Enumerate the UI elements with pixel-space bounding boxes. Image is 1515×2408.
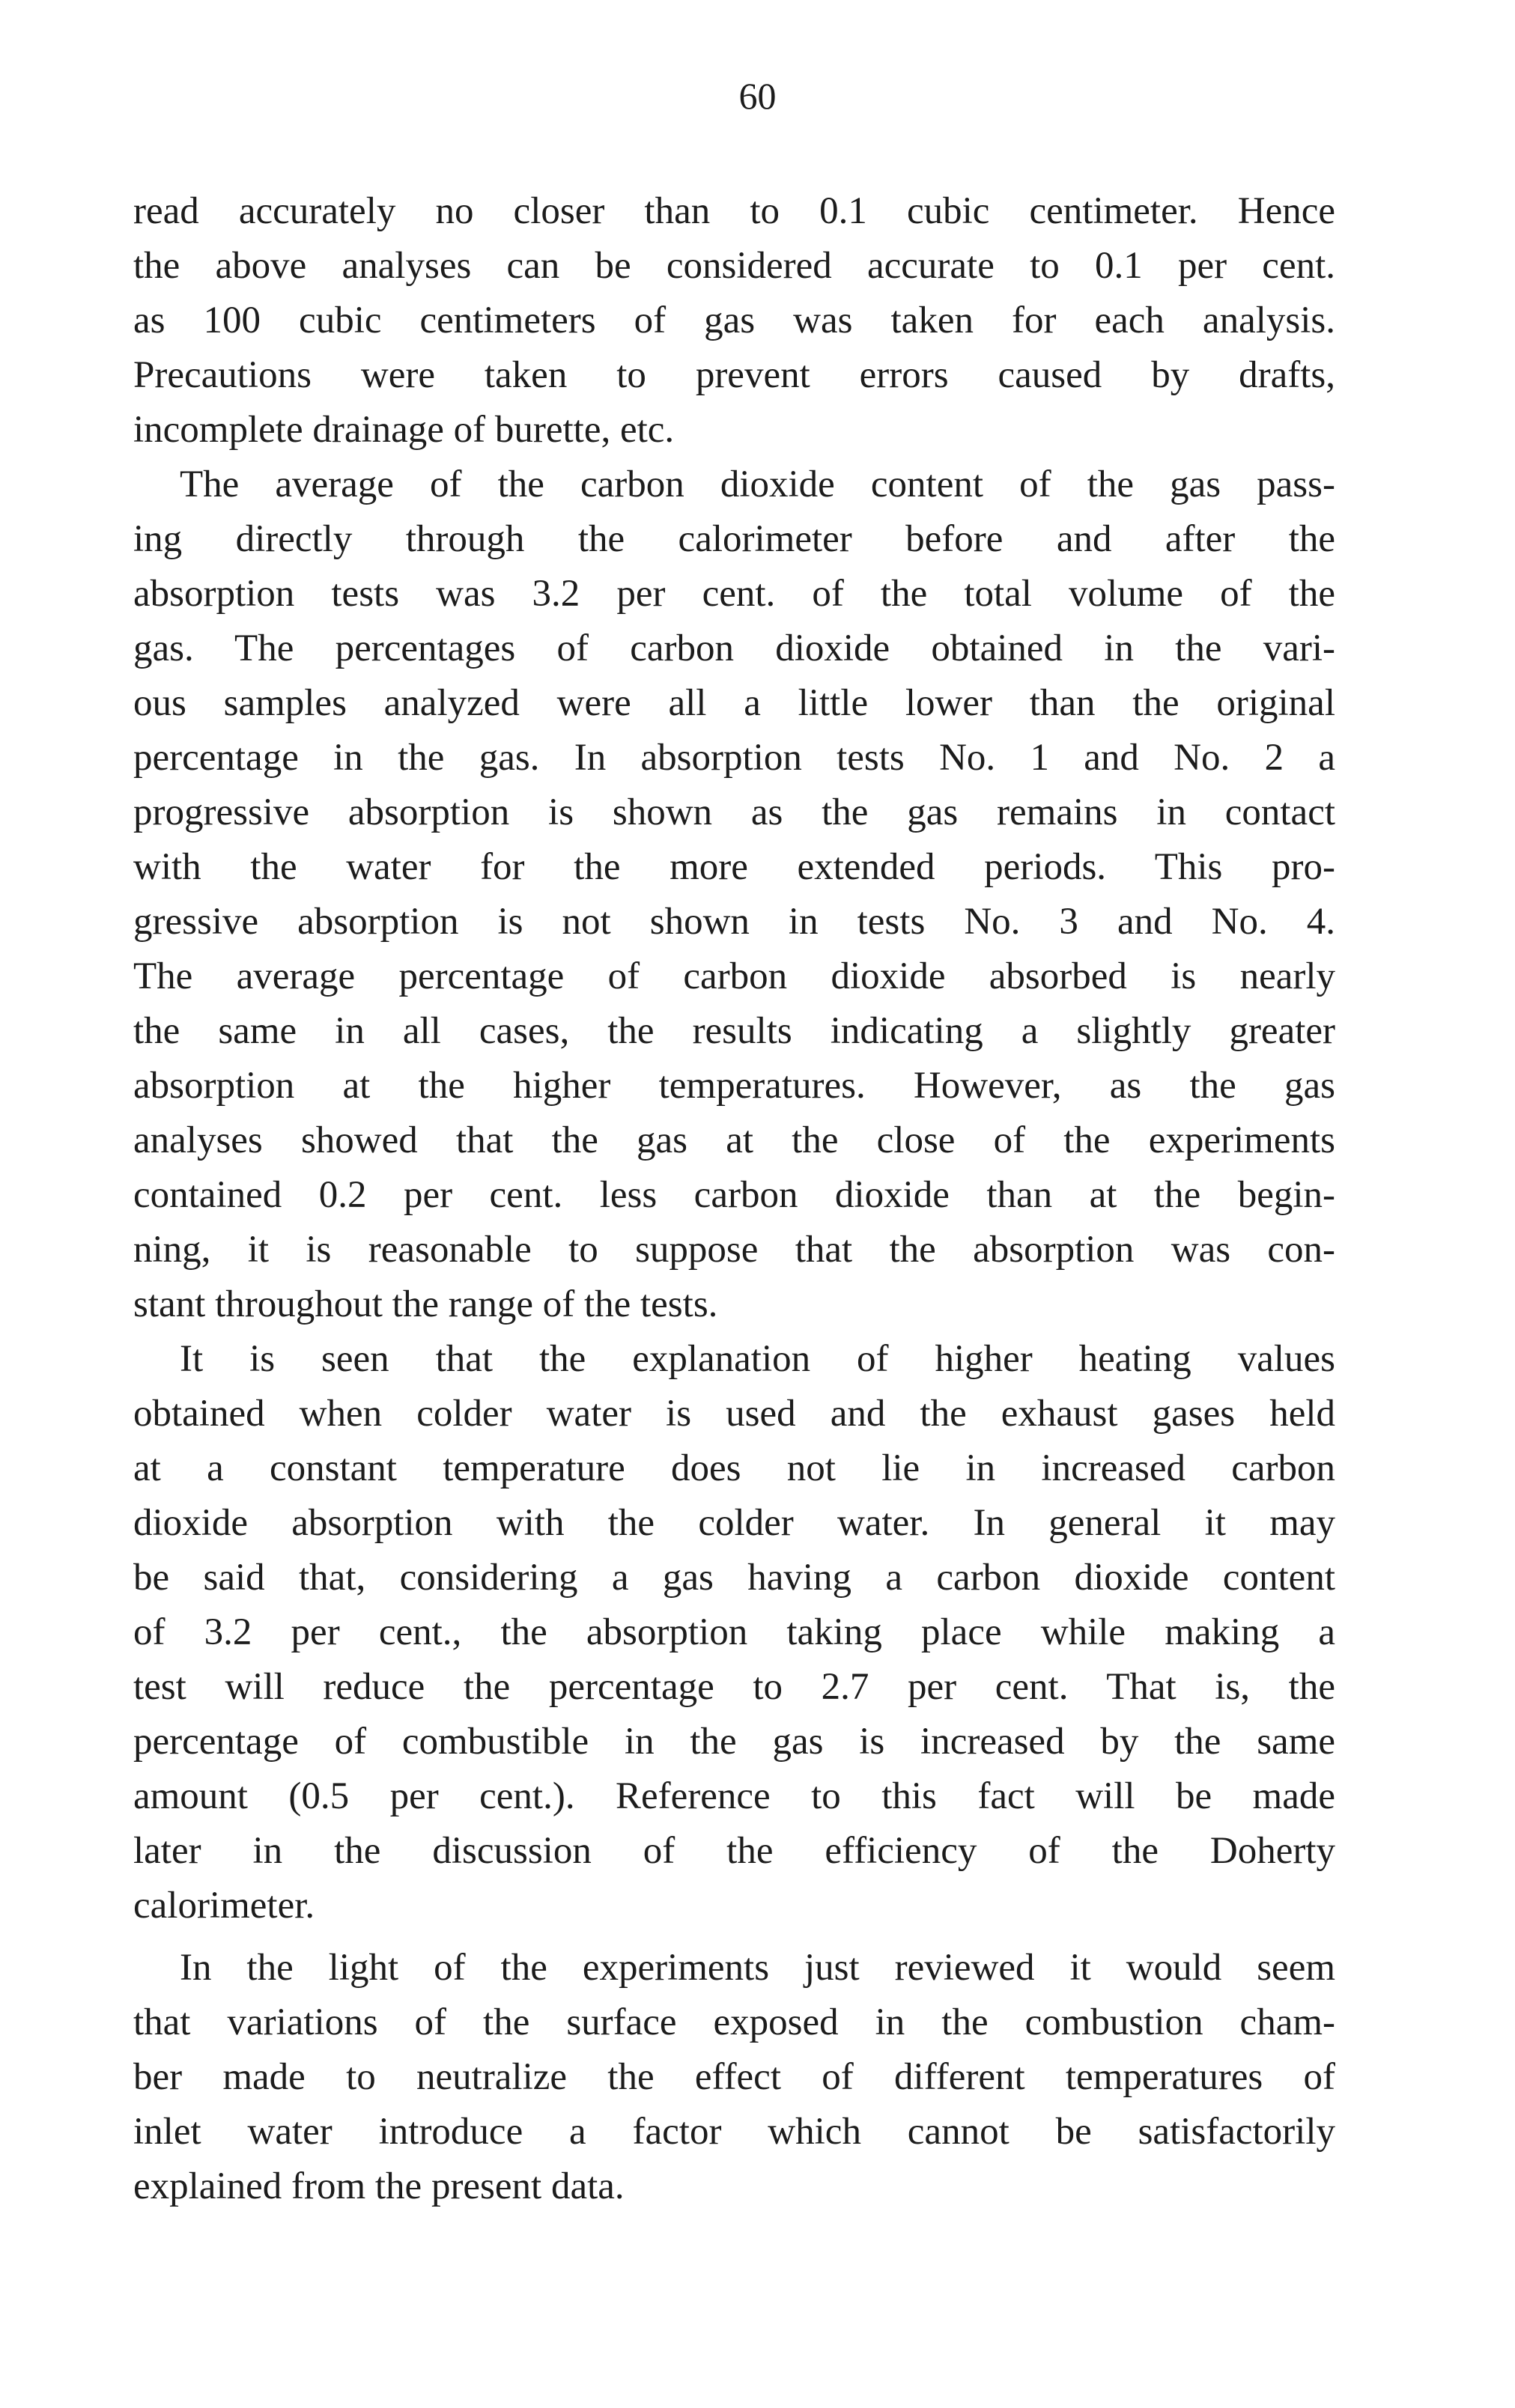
text-line: progressive absorption is shown as the gas remains in contact <box>133 791 1335 833</box>
text-line: the same in all cases, the results indicating a slightly greater <box>133 1010 1335 1052</box>
text-line: percentage in the gas. In absorption tests No. 1 and No. 2 a <box>133 737 1335 779</box>
text-line: ous samples analyzed were all a little lower than the original <box>133 682 1335 724</box>
text-line: absorption at the higher temperatures. However, as the gas <box>133 1065 1335 1107</box>
text-line: obtained when colder water is used and the exhaust gases held <box>133 1393 1335 1435</box>
text-line: dioxide absorption with the colder water. In general it may <box>133 1502 1335 1544</box>
page-number: 60 <box>738 75 777 117</box>
text-line: later in the discussion of the efficiency of the Doherty <box>133 1830 1335 1872</box>
text-line: gas. The percentages of carbon dioxide obtained in the vari- <box>133 627 1335 669</box>
body-text <box>133 184 1335 2214</box>
text-line: Precautions were taken to prevent errors caused by drafts, <box>133 354 1335 396</box>
text-line: be said that, considering a gas having a carbon dioxide content <box>133 1557 1335 1599</box>
text-line: test will reduce the percentage to 2.7 per cent. That is, the <box>133 1666 1335 1708</box>
text-line: gressive absorption is not shown in tests No. 3 and No. 4. <box>133 901 1335 943</box>
text-line: the above analyses can be considered accurate to 0.1 per cent. <box>133 245 1335 287</box>
text-line: that variations of the surface exposed in the combustion cham- <box>133 2001 1335 2043</box>
text-line: explained from the present data. <box>133 2165 625 2207</box>
text-line: ning, it is reasonable to suppose that the absorption was con- <box>133 1229 1335 1271</box>
text-line: stant throughout the range of the tests. <box>133 1283 718 1325</box>
text-line: at a constant temperature does not lie in increased carbon <box>133 1447 1335 1489</box>
text-line: analyses showed that the gas at the close of the experiments <box>133 1119 1335 1161</box>
paragraph-1 <box>133 184 1335 457</box>
text-line: of 3.2 per cent., the absorption taking place while making a <box>133 1611 1335 1653</box>
paragraph-2 <box>133 457 1335 1332</box>
text-line: ber made to neutralize the effect of different temperatures of <box>133 2056 1335 2098</box>
text-line: as 100 cubic centimeters of gas was taken for each analysis. <box>133 300 1335 341</box>
text-line: amount (0.5 per cent.). Reference to this fact will be made <box>133 1775 1335 1817</box>
text-line: ing directly through the calorimeter before and after the <box>133 518 1335 560</box>
text-line: calorimeter. <box>133 1885 315 1927</box>
text-line: percentage of combustible in the gas is increased by the same <box>133 1721 1335 1763</box>
text-line: incomplete drainage of burette, etc. <box>133 409 675 451</box>
text-line: read accurately no closer than to 0.1 cubic centimeter. Hence <box>133 190 1335 232</box>
text-line: The average of the carbon dioxide content of the gas pass- <box>180 463 1335 505</box>
text-line: with the water for the more extended periods. This pro- <box>133 846 1335 888</box>
text-line: In the light of the experiments just reviewed it would seem <box>180 1947 1335 1989</box>
text-line: absorption tests was 3.2 per cent. of the total volume of the <box>133 573 1335 615</box>
text-line: The average percentage of carbon dioxide absorbed is nearly <box>133 955 1335 997</box>
text-line: contained 0.2 per cent. less carbon dioxide than at the begin- <box>133 1174 1335 1216</box>
paragraph-3 <box>133 1332 1335 1933</box>
paragraph-4 <box>133 1941 1335 2214</box>
text-line: inlet water introduce a factor which cannot be satisfactorily <box>133 2111 1335 2153</box>
text-line: It is seen that the explanation of higher heating values <box>180 1338 1335 1380</box>
